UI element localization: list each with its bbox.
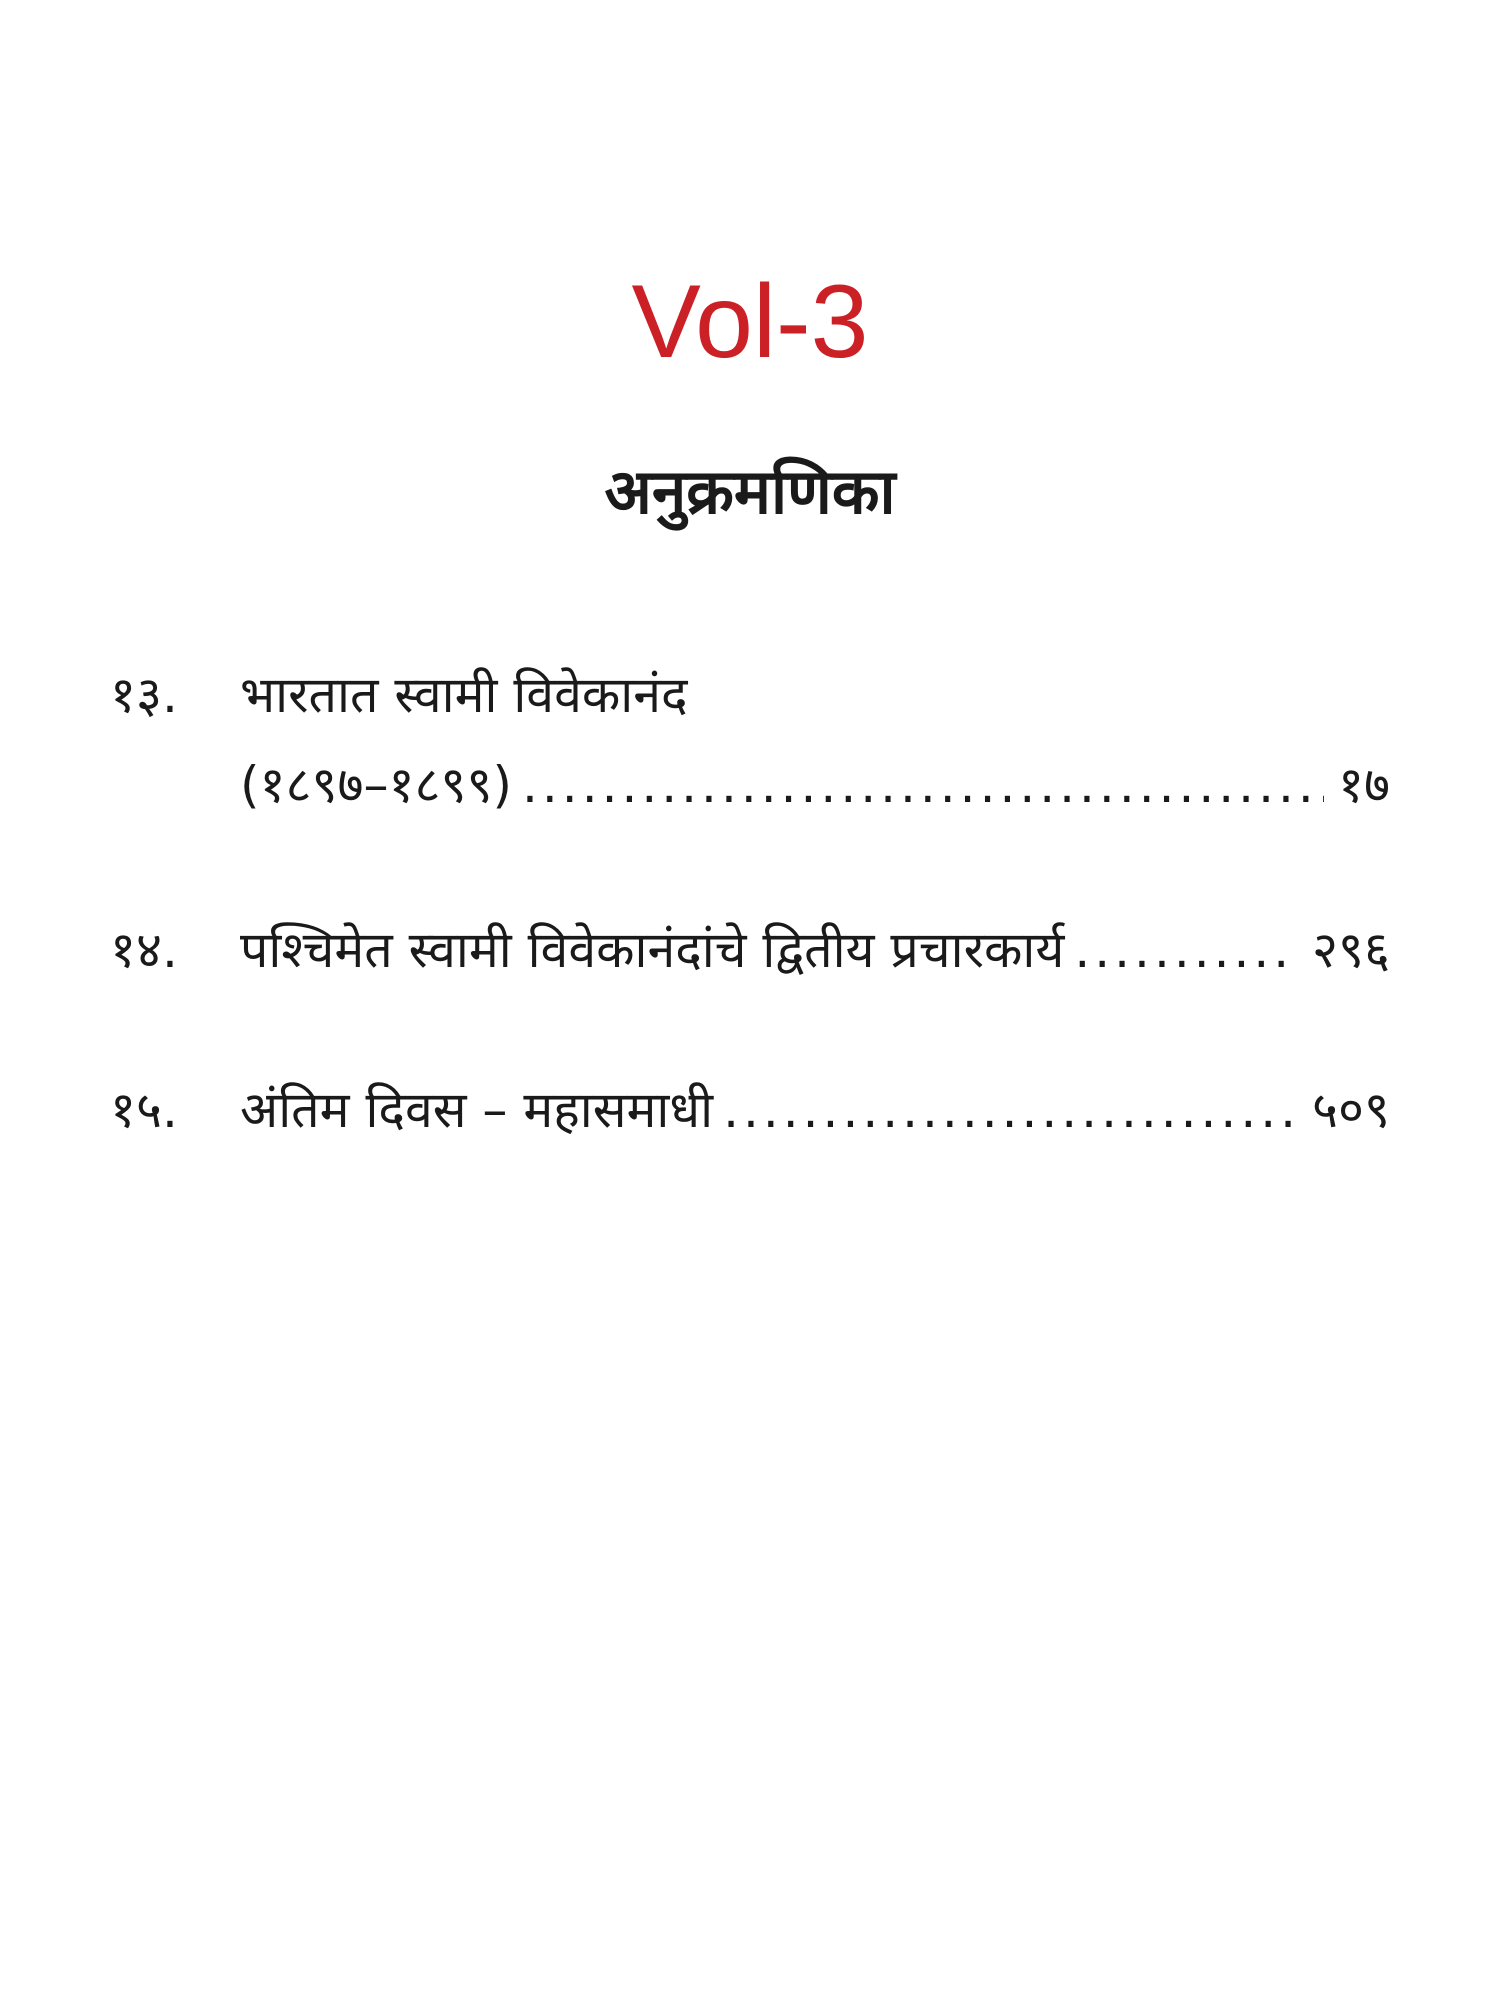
toc-entry-line [240, 1081, 1390, 1139]
dot-leader [1074, 925, 1298, 975]
entry-page-number: २९६ [1312, 921, 1390, 979]
entry-title: अंतिम दिवस – महासमाधी [240, 1081, 714, 1139]
entry-number: १३. [110, 666, 178, 724]
toc-entry-line [240, 921, 1390, 979]
entry-page-number: ५०९ [1312, 1081, 1390, 1139]
entry-number: १५. [110, 1081, 178, 1139]
volume-label: Vol-3 [631, 264, 869, 380]
dot-leader [723, 1085, 1298, 1135]
toc-heading: अनुक्रमणिका [604, 455, 896, 528]
entry-title-continued: (१८९७–१८९९) [240, 756, 513, 814]
entry-page-number: १७ [1338, 756, 1390, 814]
toc-entry-line [240, 756, 1390, 814]
entry-title: भारतात स्वामी विवेकानंद [240, 666, 688, 724]
dot-leader [522, 760, 1324, 810]
entry-title: पश्चिमेत स्वामी विवेकानंदांचे द्वितीय प्रचारकार्य [240, 921, 1065, 979]
entry-number: १४. [110, 921, 178, 979]
